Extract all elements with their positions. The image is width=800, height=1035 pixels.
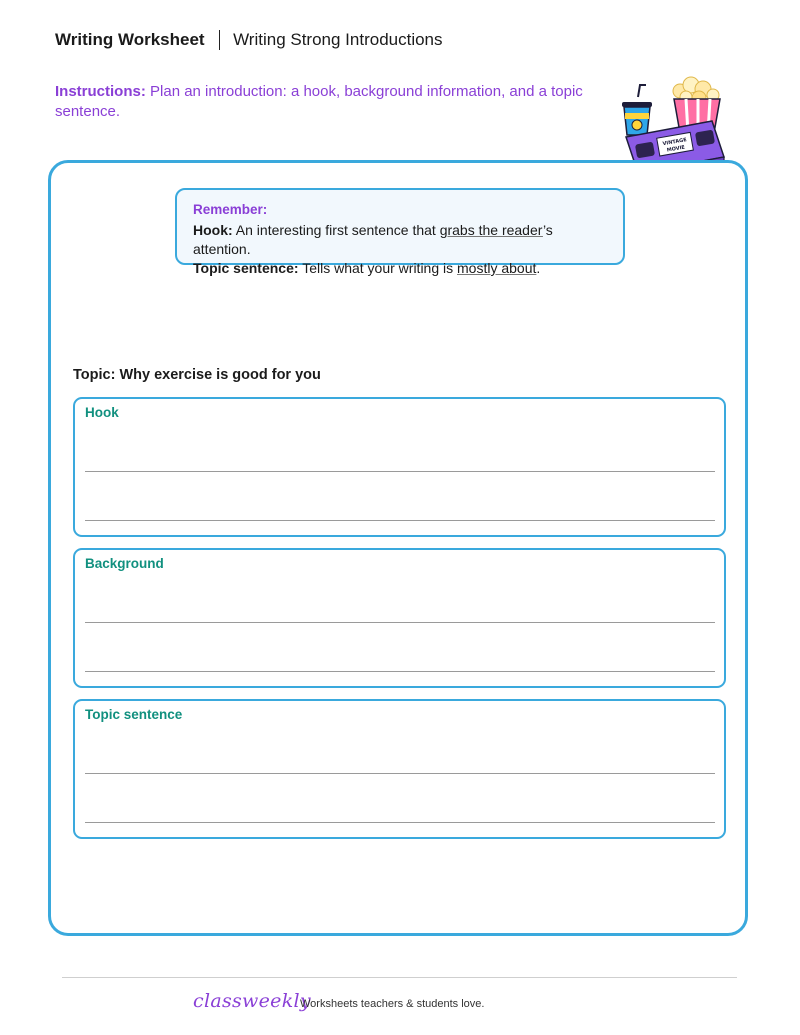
instructions [55, 82, 615, 122]
hook-definition-underlined: grabs the reader [439, 222, 543, 238]
remember-box [175, 188, 625, 276]
writing-line[interactable] [85, 520, 715, 521]
hook-term: Hook: [193, 222, 233, 238]
ticket-line-1: VINTAGE [662, 137, 688, 148]
hook-box-label: Hook [85, 405, 119, 420]
background-box-label: Background [85, 556, 164, 571]
worksheet-header [55, 30, 443, 50]
writing-line[interactable] [85, 471, 715, 472]
topic-definition-end: . [536, 260, 541, 276]
writing-line[interactable] [85, 822, 715, 823]
background-box [73, 548, 726, 688]
writing-line[interactable] [85, 773, 715, 774]
remember-title: Remember: [193, 202, 268, 217]
soda-cup-icon [622, 85, 652, 135]
topic-definition-underlined: mostly about [457, 260, 537, 276]
instructions-text: Plan an introduction: a hook, background information, and a topic sentence. [55, 83, 583, 120]
hook-definition-end: ’s attention. [193, 222, 553, 257]
topic-sentence-term: Topic sentence: [193, 260, 299, 276]
remember-topic-sentence [193, 259, 607, 278]
header-divider [219, 30, 221, 50]
topic-sentence-box [73, 699, 726, 839]
footer-divider [62, 977, 737, 978]
remember-hook [193, 221, 607, 259]
worksheet-subtitle: Writing Strong Introductions [233, 30, 443, 49]
writing-line[interactable] [85, 622, 715, 623]
ticket-line-2: MOVIE [666, 144, 686, 154]
worksheet-title: Writing Worksheet [55, 30, 205, 49]
topic-prompt: Topic: Why exercise is good for you [73, 367, 321, 383]
hook-box [73, 397, 726, 537]
writing-line[interactable] [85, 671, 715, 672]
hook-definition-start: An interesting first sentence that [235, 222, 440, 238]
footer-tagline: Worksheets teachers & students love. [300, 998, 485, 1010]
brand-logo: classweekly [193, 990, 311, 1012]
topic-sentence-box-label: Topic sentence [85, 707, 183, 722]
instructions-label: Instructions: [55, 83, 146, 100]
topic-definition-start: Tells what your writing is [302, 260, 458, 276]
